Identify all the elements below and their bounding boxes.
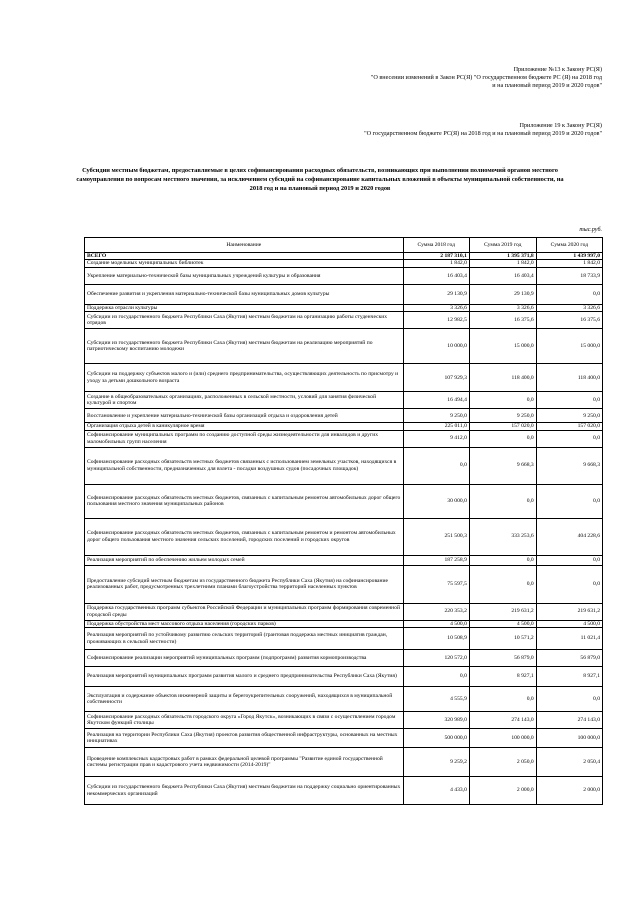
value-2020-cell: 100 000,0 — [536, 729, 602, 748]
value-2019-cell: 0,0 — [469, 484, 536, 518]
value-2020-cell: 8 927,1 — [536, 667, 602, 687]
value-2019-cell: 16 375,6 — [469, 312, 536, 329]
table-row — [85, 748, 603, 777]
value-2020-cell: 9 668,3 — [536, 447, 602, 484]
value-2018-cell: 30 000,0 — [403, 484, 469, 518]
table-row — [85, 447, 603, 484]
value-2020-cell: 56 879,0 — [536, 650, 602, 667]
table-row — [85, 650, 603, 667]
value-2019-cell: 1 842,0 — [469, 260, 536, 267]
row-name-cell: Эксплуатация и содержание объектов инженерной защиты и берегоукрепительных сооружений, находящихся в муниципальной собственности — [85, 687, 404, 712]
value-2018-cell: 10 000,0 — [403, 329, 469, 364]
value-2020-cell: 0,0 — [536, 430, 602, 447]
value-2020-cell: 404 228,6 — [536, 518, 602, 555]
row-name-cell: Реализация на территории Республики Саха (Якутия) проектов развития общественной инфраструктуры, основанных на местных инициативах — [85, 729, 404, 748]
table-row — [85, 628, 603, 650]
value-2018-cell: 220 353,2 — [403, 603, 469, 620]
row-name-cell: Поддержка отрасли культуры — [85, 304, 404, 311]
table-row — [85, 423, 603, 430]
row-name-cell: Софинансирование расходных обязательств городского округа «Город Якутск», возникающих в связи с осуществлением городом Якутском функций столицы — [85, 712, 404, 729]
value-2018-cell: 4 555,9 — [403, 687, 469, 712]
value-2019-cell: 8 927,1 — [469, 667, 536, 687]
value-2019-cell: 10 571,2 — [469, 628, 536, 650]
row-name-cell: Софинансирование расходных обязательств местных бюджетов связанных с использованием земельных участков, находящихся в муниципальной собственности, предназначенных для взлета - посадки воздушных судов (посадочных площадок) — [85, 447, 404, 484]
value-2020-cell: 2 000,0 — [536, 777, 602, 805]
value-2020-cell: 1 842,0 — [536, 260, 602, 267]
value-2019-cell: 16 403,4 — [469, 267, 536, 284]
table-row — [85, 565, 603, 603]
table-row — [85, 409, 603, 423]
value-2018-cell: 187 258,9 — [403, 555, 469, 565]
value-2018-cell: 500 000,0 — [403, 729, 469, 748]
row-name-cell: Софинансирование расходных обязательств местных бюджетов, связанных с капитальным ремонтом и ремонтом автомобильных дорог общего пользования местного значения сельских поселений, городских поселений и городских округов — [85, 518, 404, 555]
table-row — [85, 430, 603, 447]
row-name-cell: Восстановление и укрепление материально-технической базы организаций отдыха и оздоровления детей — [85, 409, 404, 423]
value-2018-cell: 10 508,9 — [403, 628, 469, 650]
table-row — [85, 484, 603, 518]
table-row — [85, 667, 603, 687]
row-name-cell: Субсидии из государственного бюджета Республики Саха (Якутия) местным бюджетам на поддержку социально ориентированных некоммерческих организаций — [85, 777, 404, 805]
value-2020-cell: 0,0 — [536, 484, 602, 518]
value-2020-cell: 157 020,0 — [536, 423, 602, 430]
value-2018-cell: 9 250,0 — [403, 409, 469, 423]
value-2020-cell: 15 000,0 — [536, 329, 602, 364]
table-row — [85, 620, 603, 627]
value-2019-cell: 56 879,0 — [469, 650, 536, 667]
row-name-cell: Укрепление материально-технической базы муниципальных учреждений культуры и образования — [85, 267, 404, 284]
units-label: тыс.руб. — [579, 227, 602, 233]
table-row — [85, 312, 603, 329]
value-2018-cell: 16 403,4 — [403, 267, 469, 284]
value-2019-cell: 0,0 — [469, 430, 536, 447]
row-name-cell: Субсидии на поддержку субъектов малого и (или) среднего предпринимательства, осуществляющих деятельность по присмотру и уходу за детьми дошкольного возраста — [85, 364, 404, 392]
document-title: Субсидии местным бюджетам, предоставляемые в целях софинансирования расходных обязательств, возникающих при выполнении полномочий органов местного самоуправления по вопросам местного значения, за исключением субсидий на софинансирование капитальных вложений в объекты муниципальной собственности, на 2018 год и на плановый период 2019 и 2020 годов — [76, 167, 564, 192]
value-2019-cell: 100 000,0 — [469, 729, 536, 748]
value-2020-cell: 11 021,4 — [536, 628, 602, 650]
value-2018-cell: 9 259,2 — [403, 748, 469, 777]
table-row — [85, 518, 603, 555]
value-2020-cell: 16 375,6 — [536, 312, 602, 329]
value-2019-cell: 29 130,9 — [469, 284, 536, 304]
value-2018-cell: 107 929,3 — [403, 364, 469, 392]
table-body — [85, 253, 603, 805]
header-line: "О внесении изменений в Закон РС(Я) "О государственном бюджете РС (Я) на 2018 год — [370, 74, 602, 81]
value-2020-cell: 0,0 — [536, 565, 602, 603]
value-2019-cell: 2 050,0 — [469, 748, 536, 777]
value-2019-cell: 274 143,0 — [469, 712, 536, 729]
column-header-2019: Сумма 2019 год — [469, 238, 536, 253]
column-header-2018: Сумма 2018 год — [403, 238, 469, 253]
value-2018-cell: 251 500,3 — [403, 518, 469, 555]
appendix-13-header — [371, 66, 602, 90]
row-name-cell: Создание в общеобразовательных организациях, расположенных в сельской местности, условий для занятия физической культурой и спортом — [85, 392, 404, 409]
value-2020-cell: 0,0 — [536, 284, 602, 304]
row-name-cell: Обеспечение развития и укрепления материально-технической базы муниципальных домов культуры — [85, 284, 404, 304]
value-2020-cell: 118 400,0 — [536, 364, 602, 392]
row-name-cell: Софинансирование реализации мероприятий муниципальных программ (подпрограмм) развития кормопроизводства — [85, 650, 404, 667]
table-row — [85, 729, 603, 748]
row-name-cell: Поддержка государственных программ субъектов Российской Федерации и муниципальных программ формирования современной городской среды — [85, 603, 404, 620]
value-2018-cell: 75 597,5 — [403, 565, 469, 603]
value-2020-cell: 0,0 — [536, 555, 602, 565]
value-2020-cell: 3 326,6 — [536, 304, 602, 311]
value-2018-cell: 12 982,5 — [403, 312, 469, 329]
value-2019-cell: 157 020,0 — [469, 423, 536, 430]
row-name-cell: Реализация мероприятий по устойчивому развитию сельских территорий (грантовая поддержка местных инициатив граждан, проживающих в сельской местности) — [85, 628, 404, 650]
value-2019-cell: 15 000,0 — [469, 329, 536, 364]
row-name-cell: Субсидии из государственного бюджета Республики Саха (Якутия) местным бюджетам на реализацию мероприятий по патриотическому воспитанию молодежи — [85, 329, 404, 364]
row-name-cell: Предоставление субсидий местным бюджетам из государственного бюджета Республики Саха (Якутия) на софинансирование реализованных работ, предусмотренных трехлетними планами благоустройства территорий населенных пунктов — [85, 565, 404, 603]
value-2018-cell: 4 500,0 — [403, 620, 469, 627]
value-2018-cell: 1 842,0 — [403, 260, 469, 267]
value-2019-cell: 0,0 — [469, 565, 536, 603]
value-2020-cell: 1 439 997,0 — [536, 253, 602, 260]
value-2019-cell: 1 395 371,8 — [469, 253, 536, 260]
value-2018-cell: 29 130,9 — [403, 284, 469, 304]
table-row — [85, 687, 603, 712]
value-2019-cell: 4 500,0 — [469, 620, 536, 627]
table-row — [85, 260, 603, 267]
table-row — [85, 304, 603, 311]
value-2020-cell: 0,0 — [536, 392, 602, 409]
table-row — [85, 392, 603, 409]
value-2018-cell: 320 989,0 — [403, 712, 469, 729]
value-2019-cell: 219 631,2 — [469, 603, 536, 620]
row-name-cell: Проведение комплексных кадастровых работ в рамках федеральной целевой программы "Развитие единой государственной системы регистрации прав и кадастрового учета недвижимости (2014-2019)" — [85, 748, 404, 777]
value-2018-cell: 16 494,4 — [403, 392, 469, 409]
table-row — [85, 712, 603, 729]
header-line: Приложение 19 к Закону РС(Я) — [519, 122, 602, 129]
column-header-name: Наименование — [85, 238, 404, 253]
value-2018-cell: 2 187 310,1 — [403, 253, 469, 260]
table-row — [85, 284, 603, 304]
row-name-cell: Софинансирование муниципальных программ по созданию доступной среды жизнедеятельности для инвалидов и других маломобильных групп населения — [85, 430, 404, 447]
row-name-cell: ВСЕГО — [85, 253, 404, 260]
table-row — [85, 267, 603, 284]
value-2019-cell: 2 000,0 — [469, 777, 536, 805]
column-header-2020: Сумма 2020 год — [536, 238, 602, 253]
value-2019-cell: 333 253,6 — [469, 518, 536, 555]
row-name-cell: Реализация мероприятий по обеспечению жильем молодых семей — [85, 555, 404, 565]
subsidies-table — [84, 237, 603, 805]
value-2020-cell: 274 143,0 — [536, 712, 602, 729]
value-2019-cell: 9 250,0 — [469, 409, 536, 423]
table-header-row — [85, 238, 603, 253]
value-2018-cell: 3 326,6 — [403, 304, 469, 311]
value-2020-cell: 2 050,4 — [536, 748, 602, 777]
row-name-cell: Субсидии из государственного бюджета Республики Саха (Якутия) местным бюджетам на организацию работы студенческих отрядов — [85, 312, 404, 329]
table-row — [85, 253, 603, 260]
value-2018-cell: 120 572,0 — [403, 650, 469, 667]
value-2020-cell: 0,0 — [536, 687, 602, 712]
value-2020-cell: 18 733,9 — [536, 267, 602, 284]
value-2018-cell: 225 011,0 — [403, 423, 469, 430]
appendix-19-header — [364, 122, 602, 138]
value-2020-cell: 9 250,0 — [536, 409, 602, 423]
row-name-cell: Организация отдыха детей в каникулярное время — [85, 423, 404, 430]
table-row — [85, 364, 603, 392]
value-2019-cell: 9 668,3 — [469, 447, 536, 484]
row-name-cell: Реализация мероприятий муниципальных программ развития малого и среднего предпринимательства Республики Саха (Якутия) — [85, 667, 404, 687]
table-row — [85, 555, 603, 565]
value-2018-cell: 0,0 — [403, 667, 469, 687]
row-name-cell: Создание модельных муниципальных библиотек — [85, 260, 404, 267]
row-name-cell: Софинансирование расходных обязательств местных бюджетов, связанных с капитальным ремонтом автомобильных дорог общего пользования местного значения муниципальных районов — [85, 484, 404, 518]
value-2020-cell: 4 500,0 — [536, 620, 602, 627]
value-2019-cell: 3 326,6 — [469, 304, 536, 311]
value-2018-cell: 4 433,0 — [403, 777, 469, 805]
value-2018-cell: 9 412,0 — [403, 430, 469, 447]
value-2019-cell: 0,0 — [469, 392, 536, 409]
table-row — [85, 777, 603, 805]
table-row — [85, 329, 603, 364]
value-2019-cell: 118 400,0 — [469, 364, 536, 392]
value-2019-cell: 0,0 — [469, 555, 536, 565]
value-2018-cell: 0,0 — [403, 447, 469, 484]
value-2019-cell: 0,0 — [469, 687, 536, 712]
header-line: "О государственном бюджете РС(Я) на 2018 год и на плановый период 2019 и 2020 годов" — [364, 130, 602, 137]
header-line: и на плановый период 2019 и 2020 годов" — [492, 82, 602, 89]
value-2020-cell: 219 631,2 — [536, 603, 602, 620]
header-line: Приложение №13 к Закону РС(Я) — [513, 66, 602, 73]
table-row — [85, 603, 603, 620]
row-name-cell: Поддержка обустройства мест массового отдыха населения (городских парков) — [85, 620, 404, 627]
